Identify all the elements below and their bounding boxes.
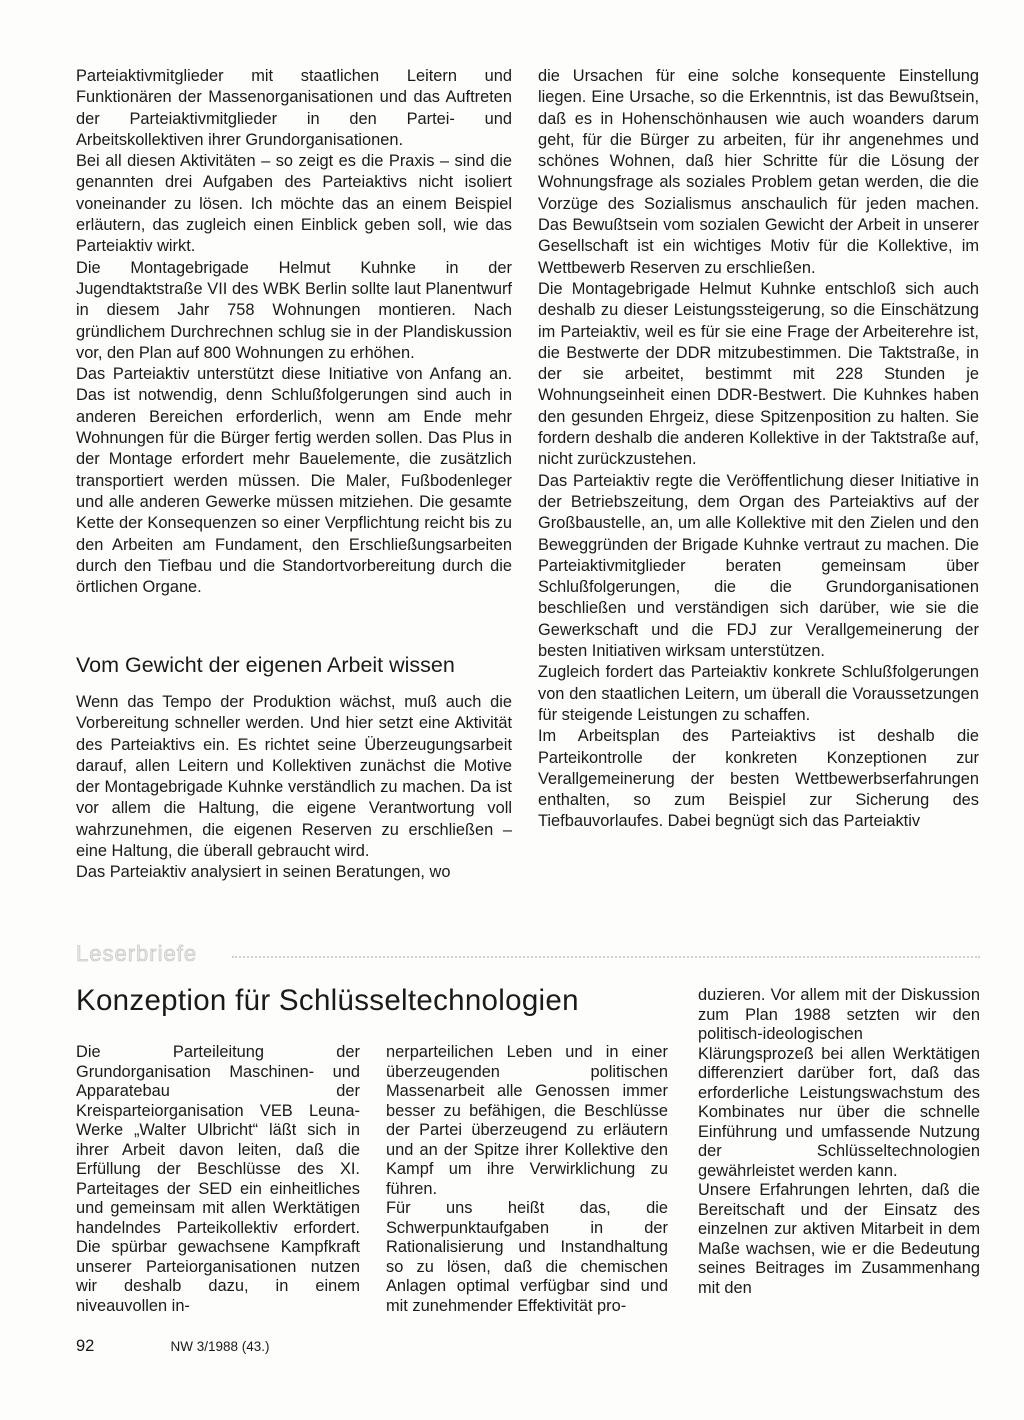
paragraph: Das Parteiaktiv regte die Veröffentlichung dieser Initiative in der Betriebszeitung, dem Organ des Parteiaktivs auf der Großbaustelle, an, um alle Kollektive mit den Zielen und den Beweggründen der Brigade Kuhnke vertraut zu machen. Die Parteiaktivmitglieder beraten gemeinsam über Schlußfolgerungen, die die Grundorganisationen beschließen und verständigen sich darüber, wie sie die Gewerkschaft und die FDJ zur Verallgemeinerung der besten Initiativen wirksam unterstützen. [538, 471, 979, 661]
letter-column-3 [698, 986, 980, 1298]
paragraph: Die Montagebrigade Helmut Kuhnke in der Jugendtaktstraße VII des WBK Berlin sollte laut Planentwurf in diesem Jahr 758 Wohnungen montieren. Nach gründlichem Durchrechnen schlug sie in der Plandiskussion vor, den Plan auf 800 Wohnungen zu erhöhen. [76, 258, 512, 362]
section-divider [232, 956, 980, 958]
paragraph: duzieren. Vor allem mit der Diskussion zum Plan 1988 setzten wir den politisch-ideologischen Klärungsprozeß bei allen Werktätigen differenziert darüber fort, daß das erforderliche Leistungswachstum des Kombinates nur über die schnelle Einführung und umfassende Nutzung der Schlüsseltechnologien gewährleistet werden kann. [698, 986, 980, 1180]
paragraph: Wenn das Tempo der Produktion wächst, muß auch die Vorbereitung schneller werden. Und hier setzt eine Aktivität des Parteiaktivs ein. Es richtet seine Überzeugungsarbeit darauf, allen Leitern und Kollektiven zunächst die Motive der Montagebrigade Kuhnke verständlich zu machen. Da ist vor allem die Haltung, die eigene Verantwortung voll wahrzunehmen, die eigenen Reserven zu erschließen – eine Haltung, die überall gebraucht wird. [76, 693, 512, 861]
paragraph: Zugleich fordert das Parteiaktiv konkrete Schlußfolgerungen von den staatlichen Leitern, um überall die Voraussetzungen für steigende Leistungen zu schaffen. [538, 663, 979, 724]
paragraph: Die Montagebrigade Helmut Kuhnke entschloß sich auch deshalb zu dieser Leistungssteigerung, so die Einschätzung im Parteiaktiv, weil es für sie eine Frage der Arbeiterehre ist, die Bestwerte der DDR mitzubestimmen. Die Taktstraße, in der sie arbeitet, bestimmt mit 228 Stunden je Wohnungseinheit einen DDR-Bestwert. Die Kuhnkes haben den gesunden Ehrgeiz, diese Spitzenposition zu halten. Sie fordern deshalb die anderen Kollektive in der Taktstraße auf, nicht zurückzustehen. [538, 279, 979, 469]
upper-article-column-right [538, 66, 979, 833]
letter-column-2 [386, 1043, 668, 1316]
upper-article-column-left [76, 66, 512, 598]
paragraph: Im Arbeitsplan des Parteiaktivs ist deshalb die Parteikontrolle der konkreten Konzeptionen zur Verallgemeinerung der besten Wettbewerbserfahrungen enthalten, so zum Beispiel zur Sicherung des Tiefbauvorlaufes. Dabei begnügt sich das Parteiaktiv [538, 727, 979, 831]
paragraph: Parteiaktivmitglieder mit staatlichen Leitern und Funktionären der Massenorganisationen und das Auftreten der Parteiaktivmitglieder in den Partei- und Arbeitskollektiven ihrer Grundorganisationen. [76, 67, 512, 149]
page-number: 92 [76, 1337, 95, 1355]
page-footer [76, 1336, 270, 1357]
paragraph: die Ursachen für eine solche konsequente Einstellung liegen. Eine Ursache, so die Erkenntnis, ist das Bewußtsein, daß es in Hohenschönhausen wie auch woanders darum geht, für die Bürger zu arbeiten, für ihr angenehmes und schönes Wohnen, daß hier Schritte für die Lösung der Wohnungsfrage als soziales Problem getan werden, die die Vorzüge des Sozialismus anschaulich für jeden machen. Das Bewußtsein vom sozialen Gewicht der Arbeit in unserer Gesellschaft ist ein wichtiges Motiv für die Kollektive, im Wettbewerb Reserven zu erschließen. [538, 67, 979, 277]
paragraph: Für uns heißt das, die Schwerpunktaufgaben in der Rationalisierung und Instandhaltung so zu lösen, daß die chemischen Anlagen optimal verfügbar sind und mit zunehmender Effektivität pro- [386, 1199, 668, 1315]
letter-column-1 [76, 1043, 360, 1316]
paragraph: Die Parteileitung der Grundorganisation Maschinen- und Apparatebau der Kreisparteiorganisation VEB Leuna-Werke „Walter Ulbricht“ läßt sich in ihrer Arbeit davon leiten, daß die Erfüllung der Beschlüsse des XI. Parteitages der SED ein einheitliches und gemeinsam mit allen Werktätigen handelndes Parteikollektiv erfordert. Die spürbar gewachsene Kampfkraft unserer Parteiorganisationen nutzen wir deshalb dazu, in einem niveauvollen in- [76, 1043, 360, 1315]
paragraph: Bei all diesen Aktivitäten – so zeigt es die Praxis – sind die genannten drei Aufgaben des Parteiaktivs nicht isoliert voneinander zu lösen. Ich möchte das an einem Beispiel erläutern, das zugleich einen Einblick geben soll, wie das Parteiaktiv wirkt. [76, 152, 512, 256]
section-label: Leserbriefe [76, 941, 198, 966]
section-subheading: Vom Gewicht der eigenen Arbeit wissen [76, 653, 455, 677]
paragraph: Das Parteiaktiv analysiert in seinen Beratungen, wo [76, 863, 451, 882]
upper-article-column-left-continued [76, 692, 512, 884]
paragraph: nerparteilichen Leben und in einer überzeugenden politischen Massenarbeit alle Genossen immer besser zu befähigen, die Beschlüsse der Partei überzeugend zu erläutern und an der Spitze ihrer Kollektive den Kampf um ihre Verwirklichung zu führen. [386, 1043, 668, 1198]
article-title: Konzeption für Schlüsseltechnologien [76, 984, 579, 1017]
issue-reference: NW 3/1988 (43.) [170, 1339, 270, 1354]
paragraph: Das Parteiaktiv unterstützt diese Initiative von Anfang an. Das ist notwendig, denn Schlußfolgerungen sind auch in anderen Bereichen erforderlich, wenn am Ende mehr Wohnungen für die Bürger fertig werden sollen. Das Plus in der Montage erfordert mehr Bauelemente, die zusätzlich transportiert werden müssen. Die Maler, Fußbodenleger und alle anderen Gewerke müssen mitziehen. Die gesamte Kette der Konsequenzen so einer Verpflichtung reicht bis zu den Arbeiten am Fundament, den Erschließungsarbeiten durch den Tiefbau und die Standortvorbereitung durch die örtlichen Organe. [76, 365, 512, 597]
paragraph: Unsere Erfahrungen lehrten, daß die Bereitschaft und der Einsatz des einzelnen zur aktiven Mitarbeit in dem Maße wachsen, wie er die Bedeutung seines Beitrages im Zusammenhang mit den [698, 1181, 980, 1297]
